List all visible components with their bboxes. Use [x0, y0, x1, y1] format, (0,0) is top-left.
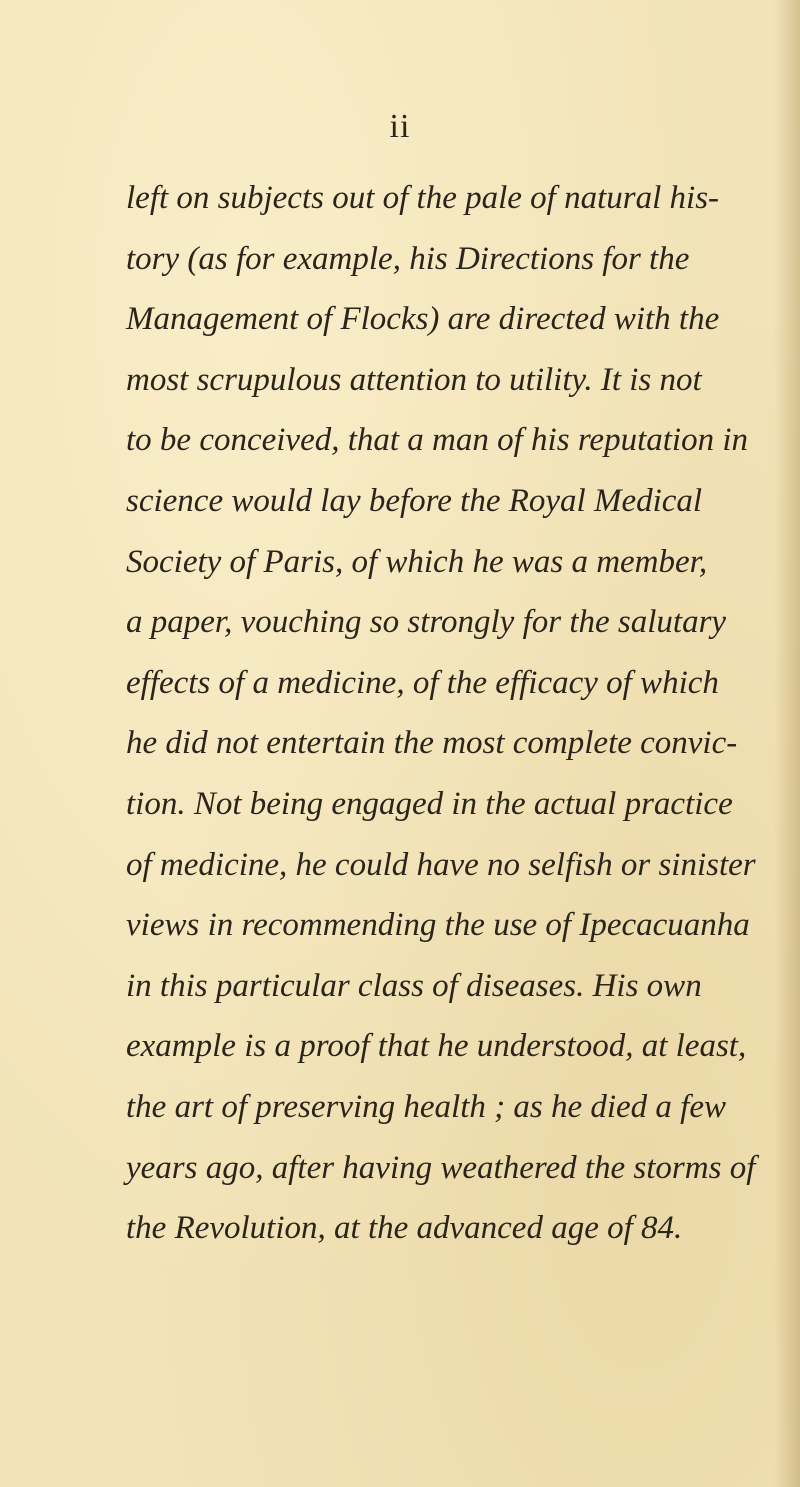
text-line-5: to be conceived, that a man of his reputation in [126, 422, 749, 459]
text-line-13: views in recommending the use of Ipecacuanha [126, 907, 750, 944]
text-line-15: example is a proof that he understood, at least, [126, 1028, 747, 1065]
text-line-3: Management of Flocks) are directed with the [126, 301, 720, 338]
text-line-18: the Revolution, at the advanced age of 84. [126, 1210, 683, 1247]
body-text [126, 168, 766, 1259]
text-line-2: tory (as for example, his Directions for the [126, 240, 690, 277]
text-line-1: left on subjects out of the pale of natural his- [126, 180, 720, 216]
text-line-14: in this particular class of diseases. His own [126, 967, 702, 1004]
text-line-9: effects of a medicine, of the efficacy of which [126, 664, 719, 701]
text-line-8: a paper, vouching so strongly for the salutary [126, 604, 727, 641]
text-line-7: Society of Paris, of which he was a member, [126, 543, 708, 580]
page-number: ii [389, 108, 411, 145]
page-edge-shadow [774, 0, 800, 1487]
text-line-17: years ago, after having weathered the storms of [126, 1149, 756, 1186]
text-line-6: science would lay before the Royal Medical [126, 482, 703, 519]
text-line-11: tion. Not being engaged in the actual practice [126, 785, 733, 822]
text-line-10: he did not entertain the most complete convic- [126, 725, 738, 762]
text-line-12: of medicine, he could have no selfish or sinister [126, 846, 756, 883]
text-line-4: most scrupulous attention to utility. It is not [126, 361, 702, 398]
text-line-16: the art of preserving health ; as he died a few [126, 1088, 727, 1125]
